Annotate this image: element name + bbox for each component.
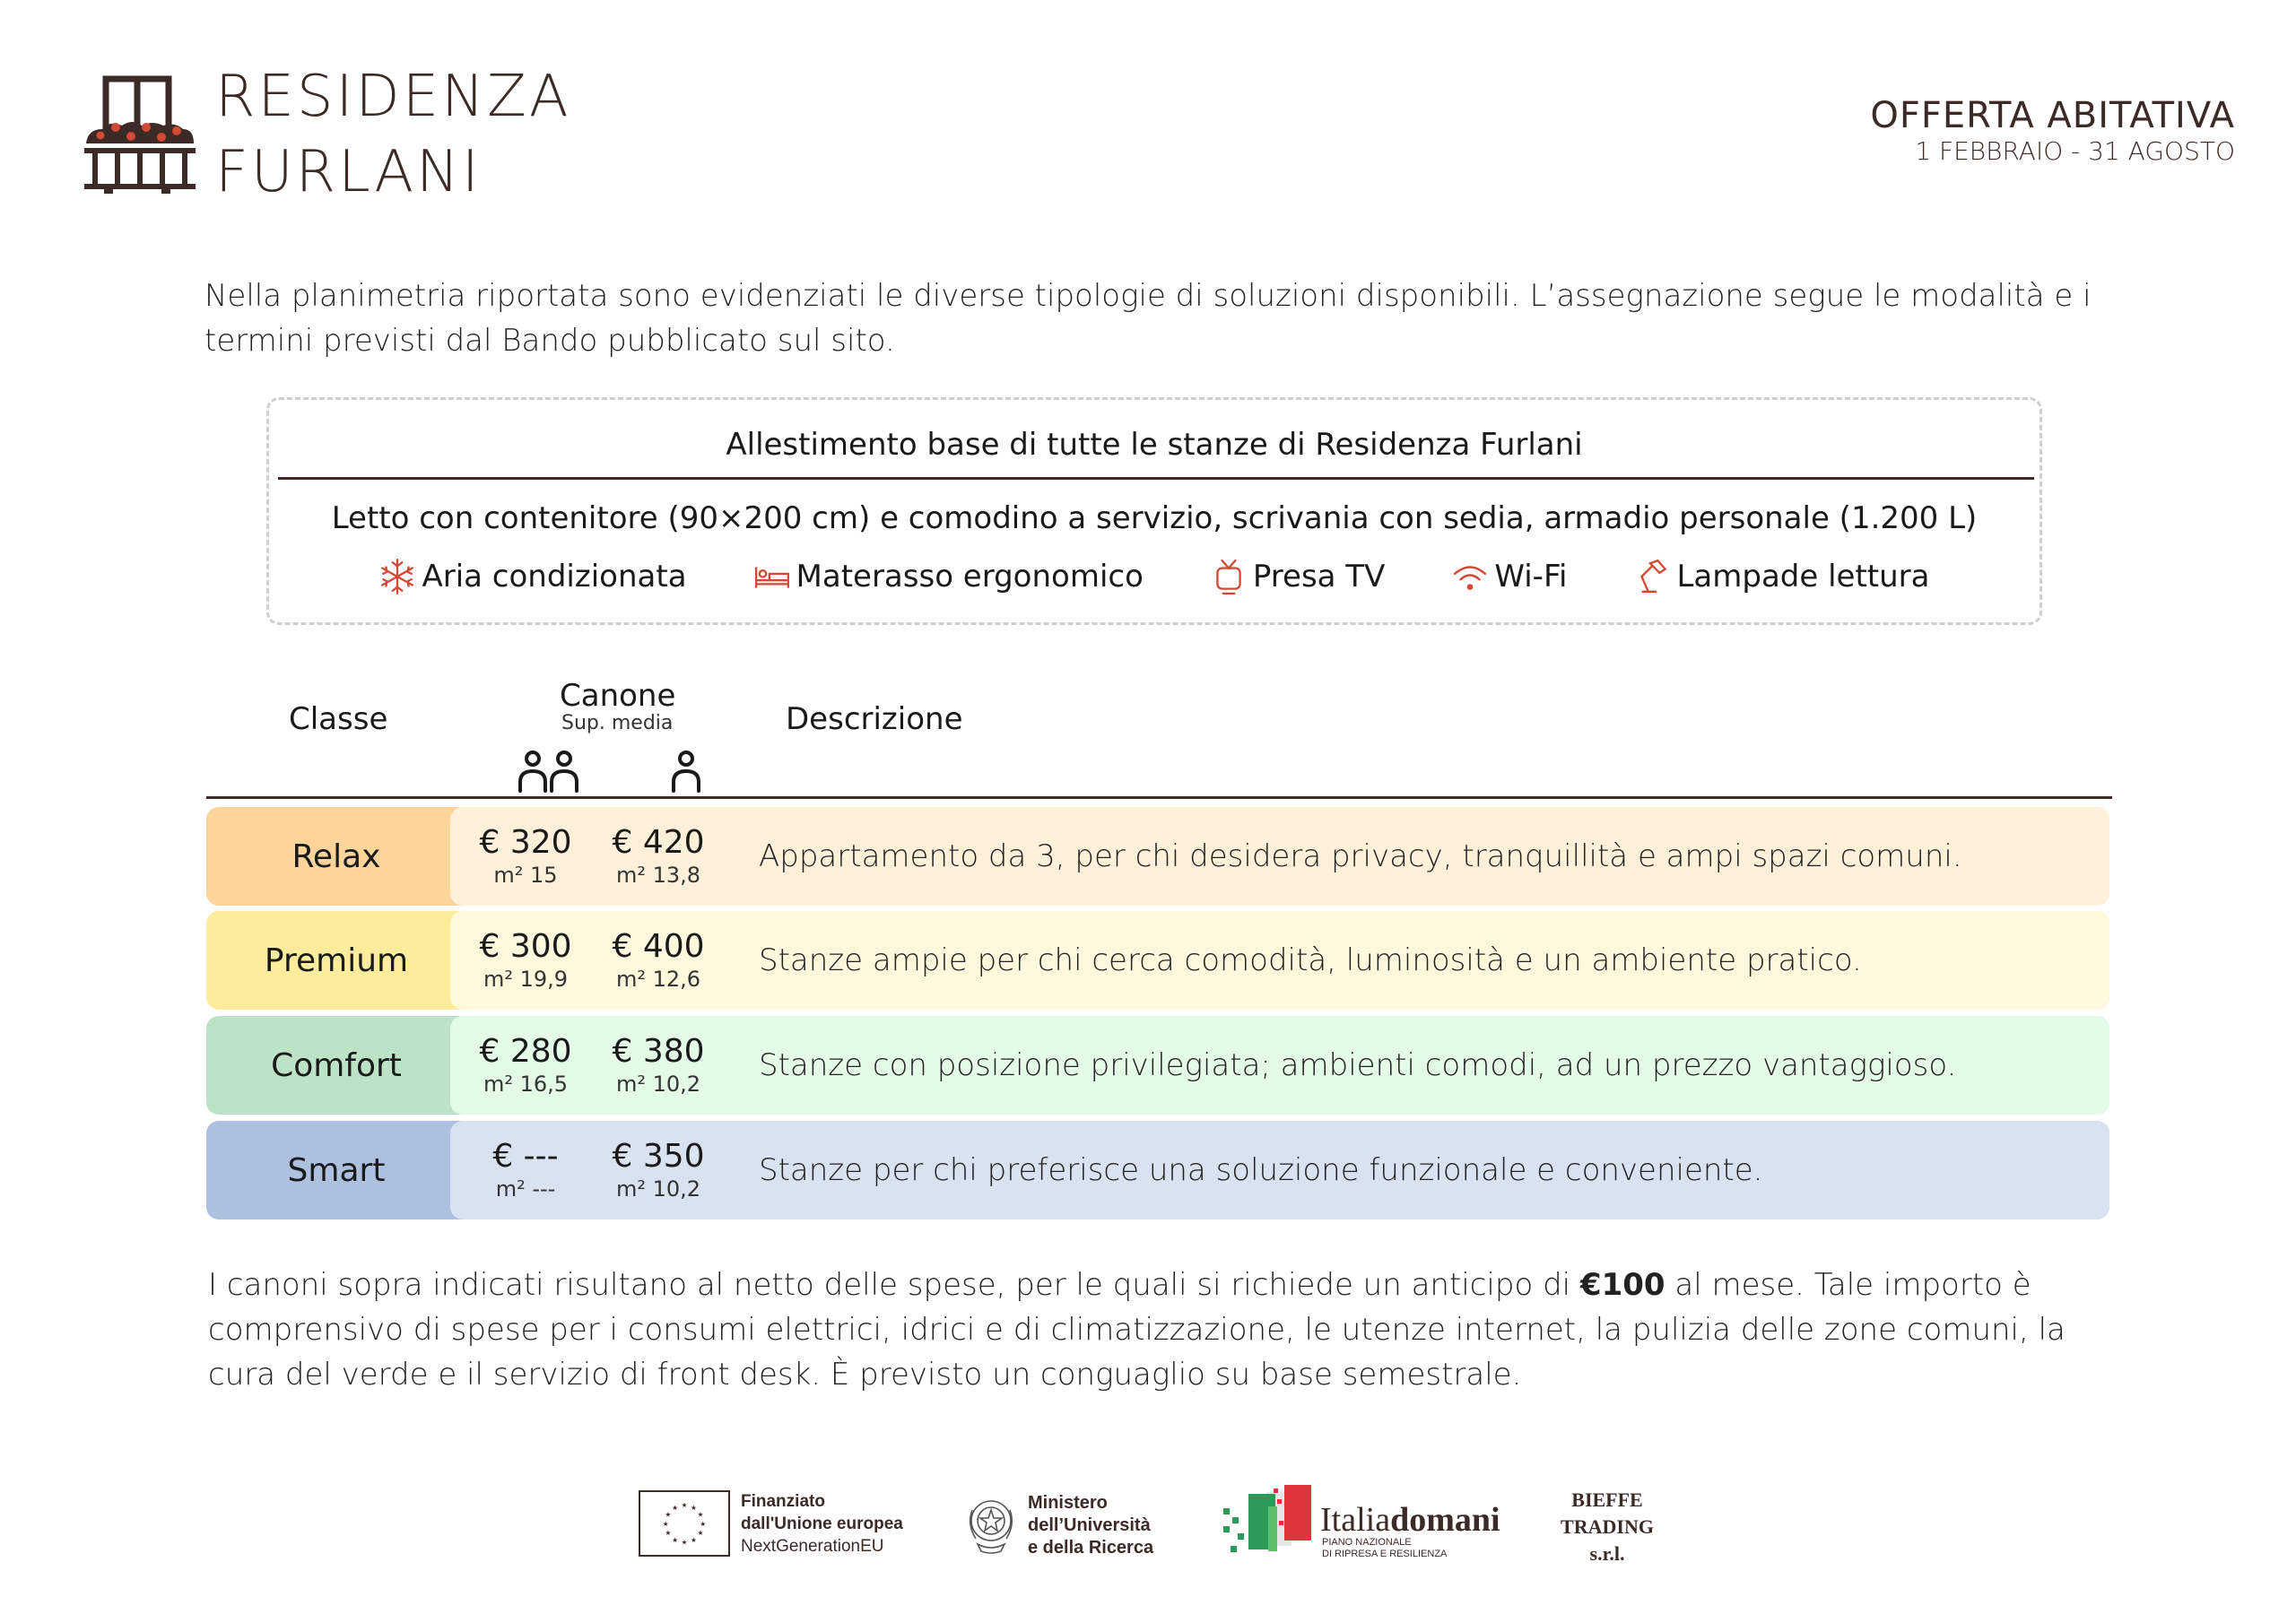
price-value: € 280 bbox=[479, 1033, 572, 1070]
header-classe: Classe bbox=[289, 701, 388, 737]
row-body bbox=[450, 911, 2109, 1010]
header-descrizione: Descrizione bbox=[786, 701, 963, 737]
class-cell: Smart bbox=[206, 1121, 466, 1219]
row-description: Appartamento da 3, per chi desidera privacy, tranquillità e ampi spazi comuni. bbox=[759, 838, 1962, 874]
eu-flag-icon bbox=[639, 1490, 730, 1557]
two-people-icon bbox=[515, 750, 590, 793]
desk-lamp-icon bbox=[1633, 558, 1671, 595]
furnishing-divider bbox=[278, 477, 2034, 480]
one-person-icon bbox=[667, 750, 705, 793]
eu-star-icon: ★ bbox=[672, 1535, 678, 1544]
amenity-item bbox=[378, 554, 686, 599]
eu-star-icon: ★ bbox=[691, 1535, 697, 1544]
furnishing-description: Letto con contenitore (90×200 cm) e comodino a servizio, scrivania con sedia, armadio personale (1.200 L) bbox=[331, 500, 1978, 536]
table-row bbox=[206, 807, 2109, 906]
amenity-item bbox=[1210, 554, 1385, 599]
eu-funding-label bbox=[741, 1490, 903, 1558]
amenity-label: Materasso ergonomico bbox=[796, 559, 1144, 595]
class-cell: Premium bbox=[206, 911, 466, 1010]
snowflake-icon bbox=[378, 558, 416, 595]
row-body bbox=[450, 1121, 2109, 1219]
offer-dates: 1 FEBBRAIO - 31 AGOSTO bbox=[1915, 136, 2235, 166]
mur-line1: Ministero bbox=[1028, 1493, 1108, 1513]
fees-note bbox=[208, 1263, 2127, 1397]
class-cell: Comfort bbox=[206, 1016, 466, 1115]
amenity-label: Lampade lettura bbox=[1676, 559, 1930, 595]
note-text: I canoni sopra indicati risultano al netto delle spese, per le quali si richiede un anticipo di bbox=[208, 1267, 1580, 1303]
header-canone: Canone bbox=[560, 678, 676, 714]
table-row bbox=[206, 1121, 2109, 1219]
table-row bbox=[206, 911, 2109, 1010]
bieffe-line3: s.r.l. bbox=[1589, 1542, 1625, 1565]
italia-sub2: DI RIPRESA E RESILIENZA bbox=[1322, 1549, 1448, 1559]
italia-sub1: PIANO NAZIONALE bbox=[1322, 1537, 1412, 1548]
price-value: € 300 bbox=[479, 928, 572, 965]
area-value: m² 16,5 bbox=[483, 1072, 569, 1097]
eu-star-icon: ★ bbox=[672, 1503, 678, 1512]
eu-line3: NextGenerationEU bbox=[741, 1537, 884, 1556]
area-value: m² 13,8 bbox=[615, 863, 701, 888]
price-value: € --- bbox=[492, 1138, 559, 1175]
offer-title: OFFERTA ABITATIVA bbox=[1870, 95, 2235, 136]
eu-star-icon: ★ bbox=[697, 1529, 704, 1538]
amenity-label: Aria condizionata bbox=[422, 559, 687, 595]
bieffe-trading-logo bbox=[1544, 1487, 1670, 1567]
italia-word-light: Italia bbox=[1320, 1501, 1391, 1539]
table-row bbox=[206, 1016, 2109, 1115]
wifi-icon bbox=[1451, 558, 1489, 595]
area-value: m² 19,9 bbox=[483, 967, 569, 992]
double-room-price bbox=[459, 928, 592, 992]
bieffe-line2: TRADING bbox=[1561, 1515, 1654, 1538]
eu-line2: dall'Unione europea bbox=[741, 1515, 903, 1533]
eu-star-icon: ★ bbox=[697, 1510, 704, 1519]
header-sup-media: Sup. media bbox=[561, 712, 674, 734]
area-value: m² --- bbox=[495, 1176, 556, 1202]
furnishing-title: Allestimento base di tutte le stanze di Residenza Furlani bbox=[726, 427, 1583, 463]
amenities-list bbox=[266, 554, 2042, 599]
italia-word-bold: domani bbox=[1390, 1501, 1500, 1539]
brand-name-line1: RESIDENZA bbox=[215, 64, 571, 130]
amenity-item bbox=[1633, 554, 1929, 599]
eu-star-icon: ★ bbox=[681, 1501, 688, 1510]
single-room-price bbox=[592, 1033, 725, 1097]
single-room-price bbox=[592, 824, 725, 888]
single-room-price bbox=[592, 1138, 725, 1202]
note-text: al mese. Tale importo è comprensivo di spese per i consumi elettrici, idrici e di climatizzazione, le utenze internet, la pulizia delle zone comuni, la cura del verde e il servizio di front desk. È previsto un conguaglio su base semestrale. bbox=[208, 1267, 2066, 1393]
area-value: m² 15 bbox=[493, 863, 558, 888]
price-value: € 350 bbox=[612, 1138, 705, 1175]
class-cell: Relax bbox=[206, 807, 466, 906]
residenza-furlani-logo-icon bbox=[83, 74, 204, 199]
row-description: Stanze ampie per chi cerca comodità, luminosità e un ambiente pratico. bbox=[759, 942, 1862, 978]
double-room-price bbox=[459, 824, 592, 888]
eu-star-icon: ★ bbox=[662, 1519, 669, 1528]
double-room-price bbox=[459, 1138, 592, 1202]
area-value: m² 10,2 bbox=[615, 1072, 701, 1097]
ministry-label bbox=[1028, 1492, 1153, 1559]
eu-star-icon: ★ bbox=[665, 1529, 672, 1538]
amenity-label: Presa TV bbox=[1252, 559, 1386, 595]
eu-line1: Finanziato bbox=[741, 1492, 825, 1511]
double-room-price bbox=[459, 1033, 592, 1097]
amenity-item bbox=[753, 554, 1144, 599]
italian-republic-emblem-icon bbox=[963, 1492, 1019, 1557]
brand-name-line2: FURLANI bbox=[215, 139, 482, 205]
price-value: € 320 bbox=[479, 824, 572, 861]
row-description: Stanze per chi preferisce una soluzione funzionale e conveniente. bbox=[759, 1152, 1763, 1188]
row-body bbox=[450, 807, 2109, 906]
eu-star-icon: ★ bbox=[700, 1519, 707, 1528]
eu-star-icon: ★ bbox=[665, 1510, 672, 1519]
price-value: € 420 bbox=[612, 824, 705, 861]
bed-icon bbox=[753, 558, 791, 595]
advance-amount: €100 bbox=[1579, 1267, 1665, 1303]
italia-domani-flag-icon bbox=[1218, 1481, 1317, 1562]
mur-line3: e della Ricerca bbox=[1028, 1538, 1154, 1558]
row-body bbox=[450, 1016, 2109, 1115]
table-header-divider bbox=[206, 796, 2112, 799]
row-description: Stanze con posizione privilegiata; ambienti comodi, ad un prezzo vantaggioso. bbox=[759, 1047, 1957, 1083]
intro-paragraph: Nella planimetria riportata sono evidenziati le diverse tipologie di soluzioni disponibili. L’assegnazione segue le modalità e i termini previsti dal Bando pubblicato sul sito. bbox=[204, 278, 2092, 359]
mur-line2: dell’Università bbox=[1028, 1515, 1151, 1535]
price-value: € 400 bbox=[612, 928, 705, 965]
area-value: m² 12,6 bbox=[615, 967, 701, 992]
eu-star-icon: ★ bbox=[681, 1538, 688, 1547]
amenity-item bbox=[1451, 554, 1567, 599]
italia-domani-wordmark bbox=[1320, 1503, 1500, 1537]
tv-icon bbox=[1210, 558, 1248, 595]
amenity-label: Wi-Fi bbox=[1494, 559, 1568, 595]
price-value: € 380 bbox=[612, 1033, 705, 1070]
bieffe-line1: BIEFFE bbox=[1571, 1488, 1643, 1511]
single-room-price bbox=[592, 928, 725, 992]
area-value: m² 10,2 bbox=[615, 1176, 701, 1202]
italia-domani-subtitle bbox=[1322, 1537, 1447, 1560]
eu-star-icon: ★ bbox=[691, 1503, 697, 1512]
